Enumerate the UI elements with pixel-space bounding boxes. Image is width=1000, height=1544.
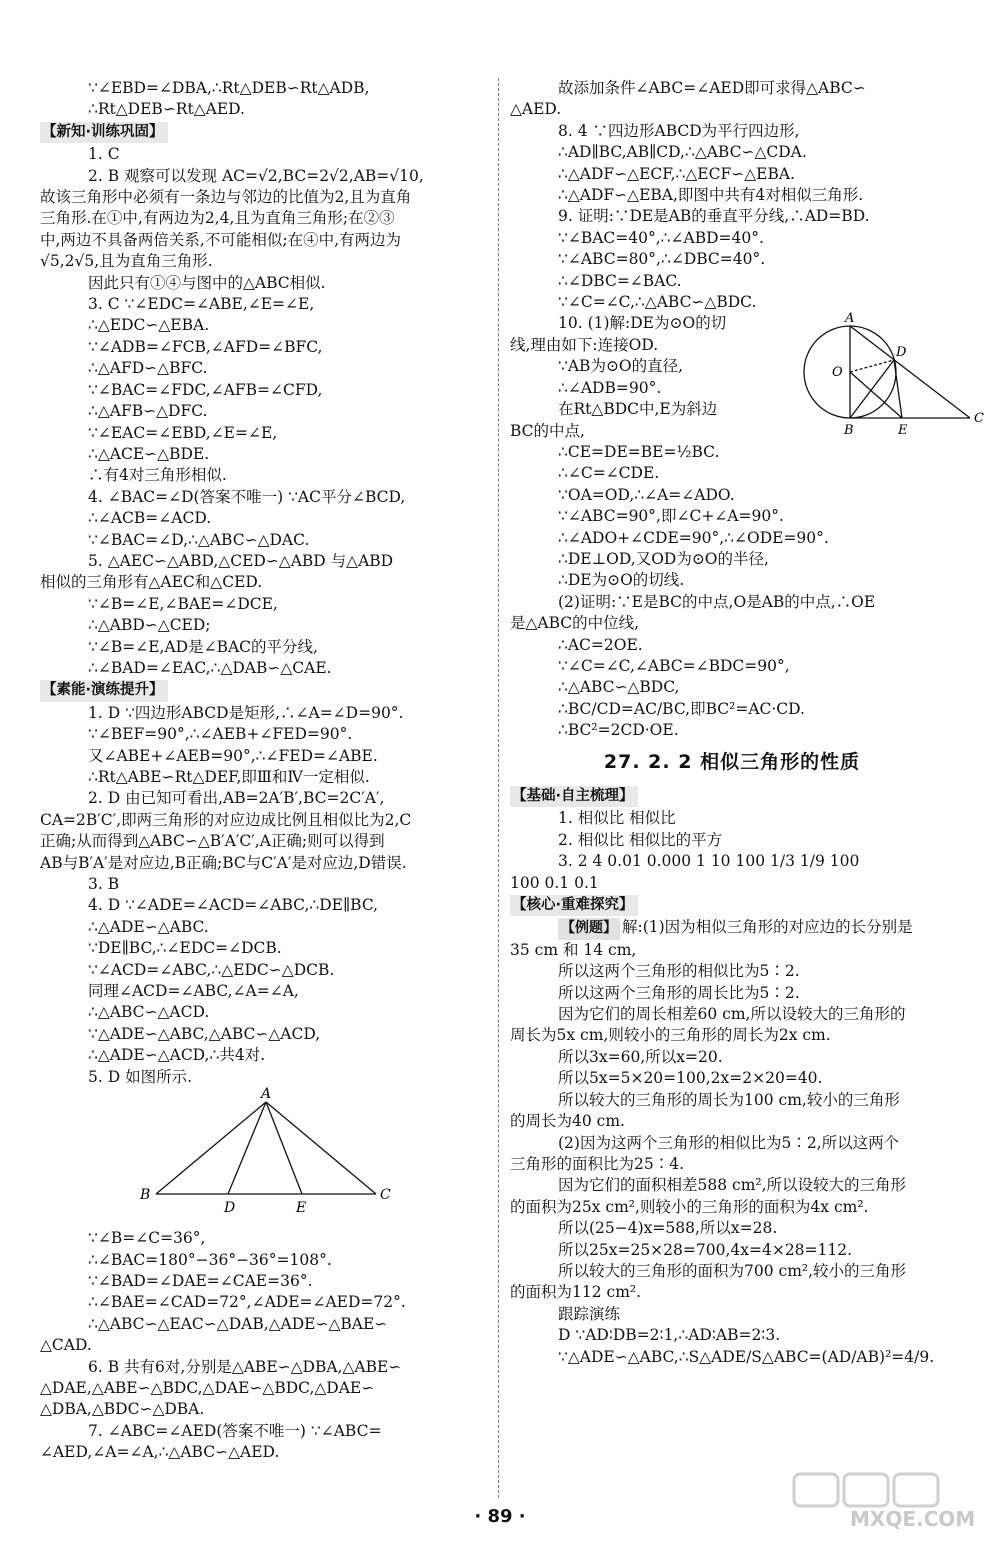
text-line: ∵AB为⊙O的直径, [558, 357, 684, 376]
text-line: CA=2B′C′,即两三角形的对应边成比例且相似比为2,C [40, 810, 412, 829]
text-line: ∴AC=2OE. [558, 635, 643, 654]
text-line: ∵OA=OD,∴∠A=∠ADO. [558, 485, 735, 504]
text-line: AB与B′A′是对应边,B正确;BC与C′A′是对应边,D错误. [40, 853, 407, 872]
text-line: 2. D 由已知可看出,AB=2A′B′,BC=2C′A′, [88, 789, 385, 808]
text-line: ∵∠ADB=∠FCB,∠AFD=∠BFC, [88, 337, 323, 356]
text-line: 3. C ∵∠EDC=∠ABE,∠E=∠E, [88, 295, 315, 314]
text-line: ∵∠B=∠C=36°, [88, 1229, 206, 1248]
text-line: D ∵AD∶DB=2∶1,∴AD∶AB=2∶3. [558, 1326, 781, 1345]
text-line: 所以5x=5×20=100,2x=2×20=40. [558, 1069, 823, 1088]
text-line: ∴CE=DE=BE=½BC. [558, 442, 720, 461]
text-line: 3. B [88, 875, 120, 894]
triangle-figure [40, 1088, 492, 1228]
page-number: · 89 · [474, 1506, 526, 1527]
text-line: 跟踪演练 [558, 1304, 621, 1323]
text-line: ∵∠C=∠C,∠ABC=∠BDC=90°, [558, 656, 790, 675]
section-heading-label: 【基础·自主梳理】 [510, 786, 638, 807]
text-line: 因为它们的面积相差588 cm²,所以设较大的三角形 [558, 1176, 907, 1195]
text-line: 4. D ∵∠ADE=∠ACD=∠ABC,∴DE∥BC, [88, 896, 379, 915]
circle-tangent-figure [802, 310, 992, 460]
text-line: ∵∠BAD=∠DAE=∠CAE=36°. [88, 1271, 313, 1290]
text-line: 3. 2 4 0.01 0.000 1 10 100 1/3 1/9 100 [558, 852, 860, 871]
text-line: 所以25x=25×28=700,4x=4×28=112. [558, 1240, 853, 1259]
text-line: 5. △AEC∽△ABD,△CED∽△ABD 与△ABD [88, 551, 394, 570]
text-line: ∴△ABC∽△ACD. [88, 1003, 210, 1022]
fig5-label-b: B [140, 1187, 151, 1204]
fig10-label-o: O [832, 365, 843, 380]
text-line: 所以较大的三角形的面积为700 cm²,较小的三角形 [558, 1261, 907, 1280]
text-line: 所以较大的三角形的周长为100 cm,较小的三角形 [558, 1090, 900, 1109]
text-line: 10. (1)解:DE为⊙O的切 [558, 314, 727, 333]
text-line: 所以(25−4)x=588,所以x=28. [558, 1219, 778, 1238]
watermark-logo [790, 1470, 976, 1531]
text-line: ∴△ADF∽△EBA,即图中共有4对相似三角形. [558, 186, 864, 205]
text-line: 所以这两个三角形的周长比为5∶2. [558, 983, 800, 1002]
column-divider [498, 78, 499, 1498]
text-line: ∴DE⊥OD,又OD为⊙O的半径, [558, 549, 769, 568]
text-line: (2)因为这两个三角形的相似比为5∶2,所以这两个 [558, 1133, 900, 1152]
text-line: ∴BC²=2CD·OE. [558, 721, 679, 740]
text-line: ∴△ADF∽△ECF,∴△ECF∽△EBA. [558, 164, 795, 183]
text-line: ∴Rt△DEB∽Rt△AED. [88, 100, 245, 119]
text-line: ∵∠ABC=90°,即∠C+∠A=90°. [558, 507, 784, 526]
text-line: ∴△ABC∽△EAC∽△DAB,△ADE∽△BAE∽ [88, 1314, 388, 1333]
text-line: 8. 4 ∵四边形ABCD为平行四边形, [558, 121, 800, 140]
text-line: 的周长为40 cm. [510, 1112, 625, 1131]
text-line: ∴∠BAD=∠EAC,∴△DAB∽△CAE. [88, 658, 332, 677]
section-heading [510, 894, 954, 917]
text-line: ∴△AFB∽△DFC. [88, 402, 208, 421]
right-column-bottom [510, 785, 954, 1368]
text-line: √5,2√5,且为直角三角形. [40, 252, 213, 271]
text-line: ∴∠BAC=180°−36°−36°=108°. [88, 1250, 332, 1269]
watermark-text: MXQE.COM [850, 1507, 976, 1531]
text-line: ∵∠EAC=∠EBD,∠E=∠E, [88, 423, 278, 442]
example-line [510, 917, 954, 939]
text-line: 线,理由如下:连接OD. [510, 335, 659, 354]
text-line: 是△ABC的中位线, [510, 614, 640, 633]
text-line: ∴∠BAE=∠CAD=72°,∠ADE=∠AED=72°. [88, 1293, 406, 1312]
text-line: ∴AD∥BC,AB∥CD,∴△ABC∽△CDA. [558, 143, 807, 162]
text-line: ∴△ABD∽△CED; [88, 616, 211, 635]
text-line: 的面积为25x cm²,则较小的三角形的面积为4x cm². [510, 1197, 869, 1216]
text-line: △AED. [510, 100, 562, 119]
left-column [40, 78, 492, 1464]
text-line: ∵∠C=∠C,∴△ABC∽△BDC. [558, 293, 757, 312]
text-line: 又∠ABE+∠AEB=90°,∴∠FED=∠ABE. [88, 746, 378, 765]
text-line: ∵∠B=∠E,AD是∠BAC的平分线, [88, 637, 318, 656]
text-line: 2. B 观察可以发现 AC=√2,BC=2√2,AB=√10, [88, 166, 424, 185]
section-heading [40, 121, 492, 144]
text-line: 6. B 共有6对,分别是△ABE∽△DBA,△ABE∽ [88, 1357, 402, 1376]
text-line: △DBA,△BDC∽△DBA. [40, 1400, 205, 1419]
text-line: 三角形.在①中,有两边为2,4,且为直角三角形;在②③ [40, 209, 395, 228]
text-line: ∴∠DBC=∠BAC. [558, 271, 682, 290]
text-line: ∵∠ACD=∠ABC,∴△EDC∽△DCB. [88, 960, 335, 979]
text-line: 1. D ∵四边形ABCD是矩形,∴∠A=∠D=90°. [88, 703, 404, 722]
text-line: BC的中点, [510, 421, 585, 440]
text-line: ∴∠ADO+∠CDE=90°,∴∠ODE=90°. [558, 528, 829, 547]
text-line: ∴∠ADB=90°. [558, 378, 662, 397]
fig10-label-d: D [896, 345, 907, 360]
text-line: ∴∠ACB=∠ACD. [88, 509, 212, 528]
text-line: ∴BC/CD=AC/BC,即BC²=AC·CD. [558, 699, 805, 718]
text-line: ∵∠BAC=40°,∴∠ABD=40°. [558, 228, 764, 247]
fig10-label-b: B [844, 423, 854, 438]
text-line: 100 0.1 0.1 [510, 873, 599, 892]
text-line: 1. 相似比 相似比 [558, 809, 676, 828]
text-line: ∴Rt△ABE∽Rt△DEF,即Ⅲ和Ⅳ一定相似. [88, 768, 370, 786]
text-line: 1. C [88, 145, 120, 164]
text-line: 相似的三角形有△AEC和△CED. [40, 573, 263, 592]
text-line: △DAE,△ABE∽△BDC,△DAE∽△BDC,△DAE∽ [40, 1378, 375, 1397]
section-heading-label: 【核心·重难探究】 [510, 895, 638, 916]
fig5-label-e: E [296, 1200, 307, 1217]
fig10-label-a: A [845, 311, 855, 326]
text-line: ∠AED,∠A=∠A,∴△ABC∽△AED. [40, 1443, 280, 1462]
text-line: 周长为5x cm,则较小的三角形的周长为2x cm. [510, 1026, 831, 1045]
text-line: ∵∠EBD=∠DBA,∴Rt△DEB∽Rt△ADB, [88, 79, 370, 97]
text-line: 9. 证明:∵DE是AB的垂直平分线,∴AD=BD. [558, 207, 870, 226]
text-line: ∵△ADE∽△ABC,△ABC∽△ACD, [88, 1024, 321, 1043]
text-line: 三角形的面积比为25∶4. [510, 1154, 685, 1173]
subsection-title: 27. 2. 2 相似三角形的性质 [603, 750, 861, 773]
right-column [510, 78, 954, 1368]
text-line: ∵∠ABC=80°,∴∠DBC=40°. [558, 250, 766, 269]
text-line: ∴DE为⊙O的切线. [558, 571, 685, 590]
text-line: 的面积为112 cm². [510, 1283, 642, 1302]
text-line: 因为它们的周长相差60 cm,所以设较大的三角形的 [558, 1005, 906, 1024]
fig5-label-d: D [224, 1200, 236, 1217]
text-line: (2)证明:∵E是BC的中点,O是AB的中点,∴OE [558, 592, 876, 611]
text-line: 同理∠ACD=∠ABC,∠A=∠A, [88, 982, 299, 1001]
text-line: ∵△ADE∽△ABC,∴S△ADE/S△ABC=(AD/AB)²=4/9. [558, 1347, 935, 1366]
text-line: ∵DE∥BC,∴∠EDC=∠DCB. [88, 939, 282, 958]
example-label: 【例题】 [558, 918, 620, 939]
text-line: ∴△AFD∽△BFC. [88, 359, 208, 378]
text-line: 2. 相似比 相似比的平方 [558, 830, 723, 849]
example-text: 解:(1)因为相似三角形的对应边的长分别是 [622, 918, 913, 937]
section-heading [510, 785, 954, 808]
text-line: ∴△ADE∽△ABC. [88, 917, 209, 936]
text-line: 7. ∠ABC=∠AED(答案不唯一) ∵∠ABC= [88, 1421, 382, 1440]
text-line: ∵∠BAC=∠D,∴△ABC∽△DAC. [88, 530, 310, 549]
section-heading-label: 【素能·演练提升】 [40, 680, 168, 701]
text-line: 故该三角形中必须有一条边与邻边的比值为2,且为直角 [40, 188, 412, 207]
text-line: 因此只有①④与图中的△ABC相似. [88, 273, 326, 292]
fig10-label-e: E [898, 423, 908, 438]
text-line: △CAD. [40, 1336, 92, 1355]
section-heading-label: 【新知·训练巩固】 [40, 122, 168, 143]
text-line: 35 cm 和 14 cm, [510, 940, 637, 959]
text-line: 中,两边不具备两倍关系,不可能相似;在④中,有两边为 [40, 230, 402, 249]
text-line: ∵∠B=∠E,∠BAE=∠DCE, [88, 594, 278, 613]
text-line: ∴∠C=∠CDE. [558, 464, 660, 483]
text-line: ∴△ADE∽△ACD,∴共4对. [88, 1046, 266, 1065]
text-line: 4. ∠BAC=∠D(答案不唯一) ∵AC平分∠BCD, [88, 487, 406, 506]
text-line: ∵∠BAC=∠FDC,∠AFB=∠CFD, [88, 380, 323, 399]
fig5-label-c: C [380, 1187, 391, 1204]
text-line: ∵∠BEF=90°,∴∠AEB+∠FED=90°. [88, 725, 353, 744]
text-line: ∴△ACE∽△BDE. [88, 444, 210, 463]
text-line: ∴△ABC∽△BDC, [558, 678, 680, 697]
text-line: 5. D 如图所示. [88, 1067, 192, 1086]
text-line: ∴△EDC∽△EBA. [88, 316, 210, 335]
section-heading [40, 679, 492, 702]
text-line: 所以3x=60,所以x=20. [558, 1047, 723, 1066]
text-line: 在Rt△BDC中,E为斜边 [558, 400, 718, 419]
text-line: ∴有4对三角形相似. [88, 466, 227, 485]
text-line: 正确;从而得到△ABC∽△B′A′C′,A正确;则可以得到 [40, 832, 385, 851]
text-line: 所以这两个三角形的相似比为5∶2. [558, 962, 800, 981]
fig5-label-a: A [261, 1086, 272, 1103]
fig10-label-c: C [974, 411, 984, 426]
text-line: 故添加条件∠ABC=∠AED即可求得△ABC∽ [558, 79, 866, 97]
